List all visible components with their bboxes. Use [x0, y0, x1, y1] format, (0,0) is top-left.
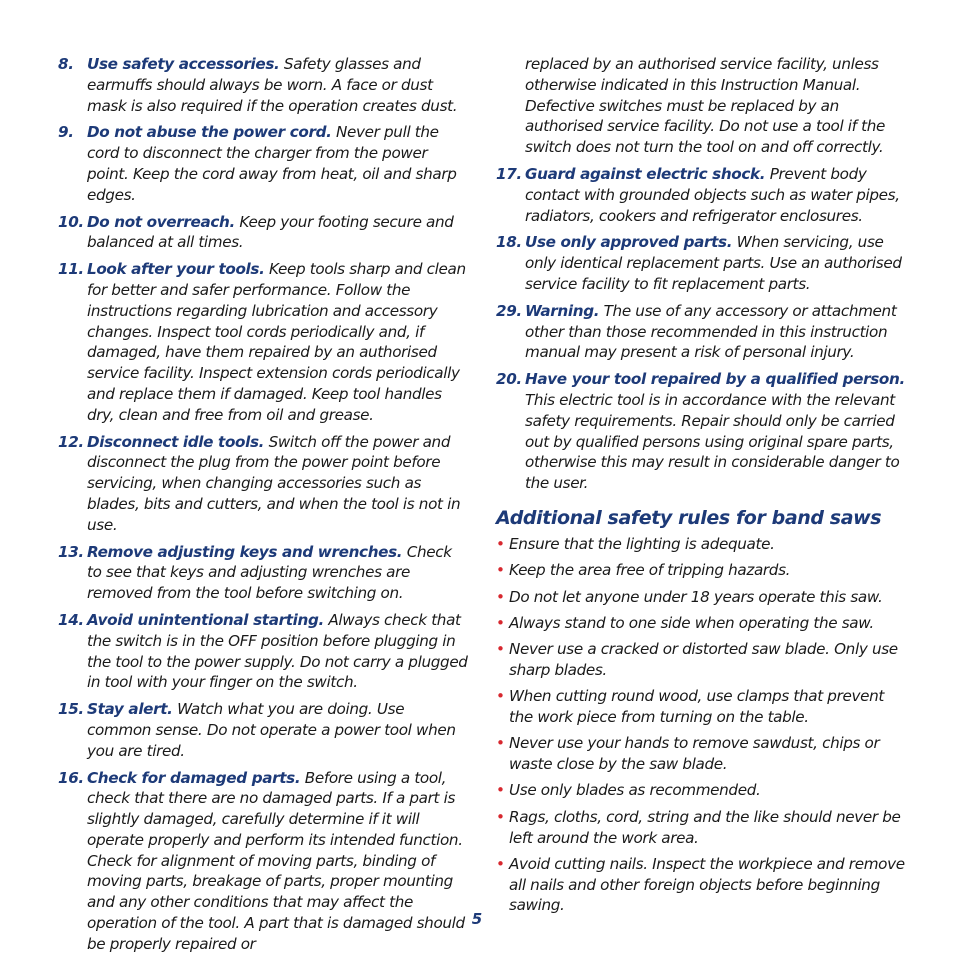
band-saw-heading: Additional safety rules for band saws — [496, 506, 882, 529]
safety-item-20 — [496, 369, 906, 494]
safety-item-18 — [496, 232, 906, 294]
rule-text: Rags, cloths, cord, string and the like should never be left around the work area. — [509, 807, 901, 847]
bullet-icon: • — [496, 687, 505, 706]
safety-item-16-continuation: replaced by an authorised service facility, unless otherwise indicated in this Instruction Manual. Defective switches must be replaced by an authorised service facility. Do not use a tool if the switch does not turn the tool on and off correctly. — [525, 55, 886, 157]
bullet-icon: • — [496, 640, 505, 659]
item-title: Warning. — [525, 301, 600, 320]
item-number: 20. — [496, 370, 522, 389]
item-number: 29. — [496, 301, 522, 320]
rule-text: Never use a cracked or distorted saw blade. Only use sharp blades. — [509, 640, 898, 679]
bullet-icon: • — [496, 613, 505, 632]
item-text: Before using a tool, check that there are no damaged parts. If a part is slightly damaged, carefully determine if it will operate properly and perform its intended function. Check for alignment of moving parts, binding of moving parts, breakage of parts, proper mounting and any other conditions that may affect the operation of the tool. A part that is damaged should be properly repaired or — [87, 768, 465, 953]
item-title: Do not abuse the power cord. — [87, 123, 332, 142]
bullet-icon: • — [496, 587, 505, 606]
bullet-icon: • — [496, 854, 505, 873]
item-text: Never pull the cord to disconnect the charger from the power point. Keep the cord away from heat, oil and sharp edges. — [87, 123, 457, 204]
bullet-icon: • — [496, 734, 505, 753]
item-number: 8. — [58, 55, 74, 73]
rule-text: Use only blades as recommended. — [509, 781, 761, 800]
safety-item-15 — [58, 699, 468, 761]
safety-item-29 — [496, 301, 906, 363]
safety-item-13 — [58, 542, 468, 604]
bullet-icon: • — [496, 807, 505, 826]
item-title: Guard against electric shock. — [525, 164, 766, 183]
item-text: Watch what you are doing. Use common sense. Do not operate a power tool when you are tired. — [87, 700, 456, 760]
band-saw-rule — [496, 807, 906, 849]
item-number: 16. — [58, 768, 84, 787]
item-number: 15. — [58, 700, 84, 719]
rule-text: Do not let anyone under 18 years operate this saw. — [509, 587, 883, 606]
item-title: Use safety accessories. — [87, 55, 280, 73]
safety-item-14 — [58, 610, 468, 693]
item-text: Check to see that keys and adjusting wrenches are removed from the tool before switching on. — [87, 542, 452, 603]
item-text: Keep tools sharp and clean for better and safer performance. Follow the instructions regarding lubrication and accessory changes. Inspect tool cords periodically and, if damaged, have them repaired by an authorised service facility. Inspect extension cords periodically and replace them if damaged. Keep tool handles dry, clean and free from oil and grease. — [87, 260, 466, 424]
item-number: 13. — [58, 542, 84, 561]
band-saw-rule — [496, 639, 906, 681]
band-saw-rule — [496, 560, 906, 581]
item-text: Switch off the power and disconnect the plug from the power point before servicing, when changing accessories such as blades, bits and cutters, and when the tool is not in use. — [87, 432, 461, 534]
band-saw-rule — [496, 780, 906, 801]
rule-text: Ensure that the lighting is adequate. — [509, 534, 775, 553]
safety-item-9 — [58, 122, 468, 205]
item-title: Avoid unintentional starting. — [87, 610, 324, 629]
band-saw-rule — [496, 733, 906, 775]
band-saw-rule — [496, 613, 906, 634]
item-title: Remove adjusting keys and wrenches. — [87, 542, 403, 561]
item-number: 12. — [58, 432, 84, 451]
item-title: Do not overreach. — [87, 212, 235, 231]
band-saw-rule — [496, 854, 906, 916]
item-number: 18. — [496, 233, 522, 252]
bullet-icon: • — [496, 561, 505, 580]
item-title: Check for damaged parts. — [87, 768, 301, 787]
item-number: 9. — [58, 123, 74, 142]
page-number: 5 — [471, 910, 483, 928]
band-saw-rule — [496, 587, 906, 608]
rule-text: Never use your hands to remove sawdust, chips or waste close by the saw blade. — [509, 734, 880, 774]
rule-text: Always stand to one side when operating the saw. — [509, 613, 874, 632]
item-text: Safety glasses and earmuffs should always be worn. A face or dust mask is also required if the operation creates dust. — [87, 55, 458, 115]
safety-item-10 — [58, 212, 468, 254]
bullet-icon: • — [496, 534, 505, 553]
item-number: 10. — [58, 212, 84, 231]
item-text: This electric tool is in accordance with the relevant safety requirements. Repair should only be carried out by qualified persons using original spare parts, otherwise this may result in considerable danger to the user. — [525, 390, 900, 493]
band-saw-rule — [496, 686, 906, 728]
rule-text: When cutting round wood, use clamps that prevent the work piece from turning on the table. — [509, 687, 884, 727]
item-title: Have your tool repaired by a qualified person. — [525, 370, 905, 389]
bullet-icon: • — [496, 781, 505, 800]
safety-item-12 — [58, 432, 468, 536]
item-title: Stay alert. — [87, 700, 173, 719]
safety-item-11 — [58, 259, 468, 425]
item-text: When servicing, use only identical replacement parts. Use an authorised service facility to fit replacement parts. — [525, 233, 902, 293]
item-text: Keep your footing secure and balanced at all times. — [87, 212, 454, 252]
rule-text: Keep the area free of tripping hazards. — [509, 561, 791, 580]
safety-item-8 — [58, 54, 468, 116]
safety-item-17 — [496, 164, 906, 226]
rule-text: Avoid cutting nails. Inspect the workpiece and remove all nails and other foreign objects before beginning sawing. — [509, 854, 905, 915]
left-column — [58, 54, 468, 961]
item-number: 14. — [58, 610, 84, 629]
item-text: Prevent body contact with grounded objects such as water pipes, radiators, cookers and refrigerator enclosures. — [525, 164, 900, 225]
item-text: The use of any accessory or attachment other than those recommended in this instruction manual may present a risk of personal injury. — [525, 301, 897, 362]
right-column — [496, 54, 906, 922]
item-title: Look after your tools. — [87, 260, 265, 279]
item-number: 17. — [496, 164, 522, 183]
item-title: Disconnect idle tools. — [87, 432, 265, 451]
item-title: Use only approved parts. — [525, 233, 733, 252]
band-saw-rule — [496, 534, 906, 555]
item-number: 11. — [58, 260, 84, 279]
item-text: Always check that the switch is in the OFF position before plugging in the tool to the power supply. Do not carry a plugged in tool with your finger on the switch. — [87, 610, 468, 692]
